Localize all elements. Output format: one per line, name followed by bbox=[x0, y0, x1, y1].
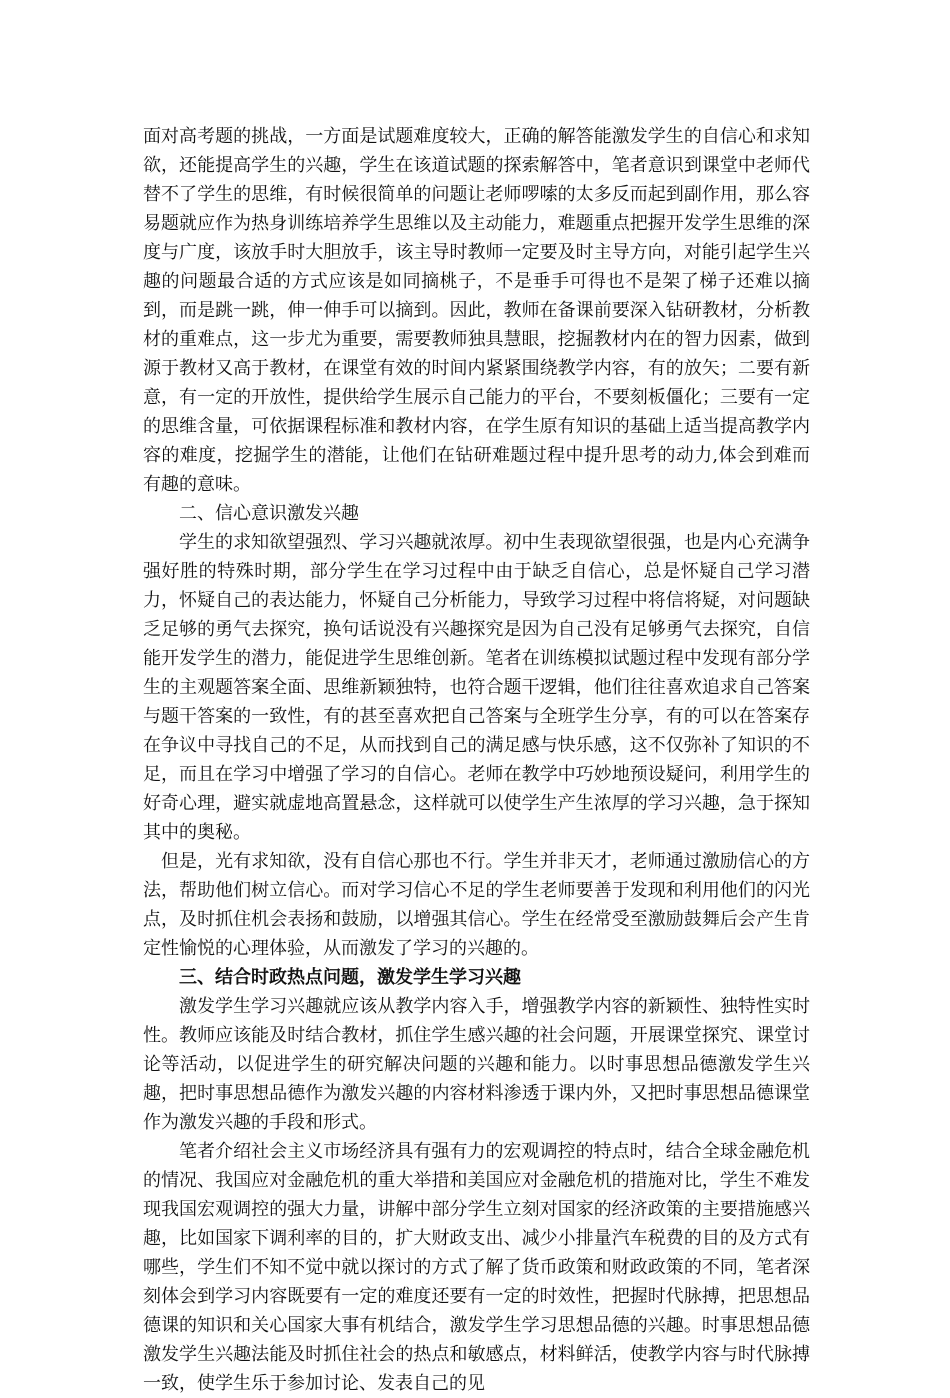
body-paragraph: 面对高考题的挑战，一方面是试题难度较大，正确的解答能激发学生的自信心和求知欲，还能提高学生的兴趣，学生在该道试题的探索解答中，笔者意识到课堂中老师代替不了学生的思维，有时候很简单的问题让老师啰嗦的太多反而起到副作用，那么容易题就应作为热身训练培养学生思维以及主动能力，难题重点把握开发学生思维的深度与广度，该放手时大胆放手，该主导时教师一定要及时主导方向，对能引起学生兴趣的问题最合适的方式应该是如同摘桃子，不是垂手可得也不是架了梯子还难以摘到，而是跳一跳，伸一伸手可以摘到。因此，教师在备课前要深入钻研教材，分析教材的重难点，这一步尤为重要，需要教师独具慧眼，挖掘教材内在的智力因素，做到源于教材又高于教材，在课堂有效的时间内紧紧围绕教学内容，有的放矢；二要有新意，有一定的开放性，提供给学生展示自己能力的平台，不要刻板僵化；三要有一定的思维含量，可依据课程标准和教材内容，在学生原有知识的基础上适当提高教学内容的难度，挖掘学生的潜能，让他们在钻研难题过程中提升思考的动力,体会到难而有趣的意味。 bbox=[143, 126, 810, 495]
document-body bbox=[143, 122, 810, 1398]
body-paragraph: 学生的求知欲望强烈、学习兴趣就浓厚。初中生表现欲望很强，也是内心充满争强好胜的特殊时期，部分学生在学习过程中由于缺乏自信心，总是怀疑自己学习潜力，怀疑自己的表达能力，怀疑自己分析能力，导致学习过程中将信将疑，对问题缺乏足够的勇气去探究，换句话说没有兴趣探究是因为自己没有足够勇气去探究，自信能开发学生的潜力，能促进学生思维创新。笔者在训练模拟试题过程中发现有部分学生的主观题答案全面、思维新颖独特，也符合题干逻辑，他们往往喜欢追求自己答案与题干答案的一致性，有的甚至喜欢把自己答案与全班学生分享，有的可以在答案存在争议中寻找自己的不足，从而找到自己的满足感与快乐感，这不仅弥补了知识的不足，而且在学习中增强了学习的自信心。老师在教学中巧妙地预设疑问，利用学生的好奇心理，避实就虚地高置悬念，这样就可以使学生产生浓厚的学习兴趣，急于探知其中的奥秘。 bbox=[143, 532, 810, 843]
body-paragraph: 激发学生学习兴趣就应该从教学内容入手，增强教学内容的新颖性、独特性实时性。教师应该能及时结合教材，抓住学生感兴趣的社会问题，开展课堂探究、课堂讨论等活动，以促进学生的研究解决问题的兴趣和能力。以时事思想品德激发学生兴趣，把时事思想品德作为激发兴趣的内容材料渗透于课内外，又把时事思想品德课堂作为激发兴趣的手段和形式。 bbox=[143, 996, 810, 1133]
body-paragraph: 笔者介绍社会主义市场经济具有强有力的宏观调控的特点时，结合全球金融危机的情况、我国应对金融危机的重大举措和美国应对金融危机的措施对比，学生不难发现我国宏观调控的强大力量，讲解中部分学生立刻对国家的经济政策的主要措施感兴趣，比如国家下调利率的目的，扩大财政支出、减少小排量汽车税费的目的及方式有哪些，学生们不知不觉中就以探讨的方式了解了货币政策和财政政策的不同，笔者深刻体会到学习内容既要有一定的难度还要有一定的时效性，把握时代脉搏，把思想品德课的知识和关心国家大事有机结合，激发学生学习思想品德的兴趣。时事思想品德激发学生兴趣法能及时抓住社会的热点和敏感点，材料鲜活，使教学内容与时代脉搏一致，使学生乐于参加讨论、发表自己的见 bbox=[143, 1141, 810, 1394]
body-paragraph: 但是，光有求知欲，没有自信心那也不行。学生并非天才，老师通过激励信心的方法，帮助他们树立信心。而对学习信心不足的学生老师要善于发现和利用他们的闪光点，及时抓住机会表扬和鼓励，以增强其信心。学生在经常受至激励鼓舞后会产生肯定性愉悦的心理体验，从而激发了学习的兴趣的。 bbox=[143, 851, 810, 959]
section-heading: 二、信心意识激发兴趣 bbox=[179, 503, 359, 524]
section-heading: 三、结合时政热点问题，激发学生学习兴趣 bbox=[179, 967, 521, 988]
